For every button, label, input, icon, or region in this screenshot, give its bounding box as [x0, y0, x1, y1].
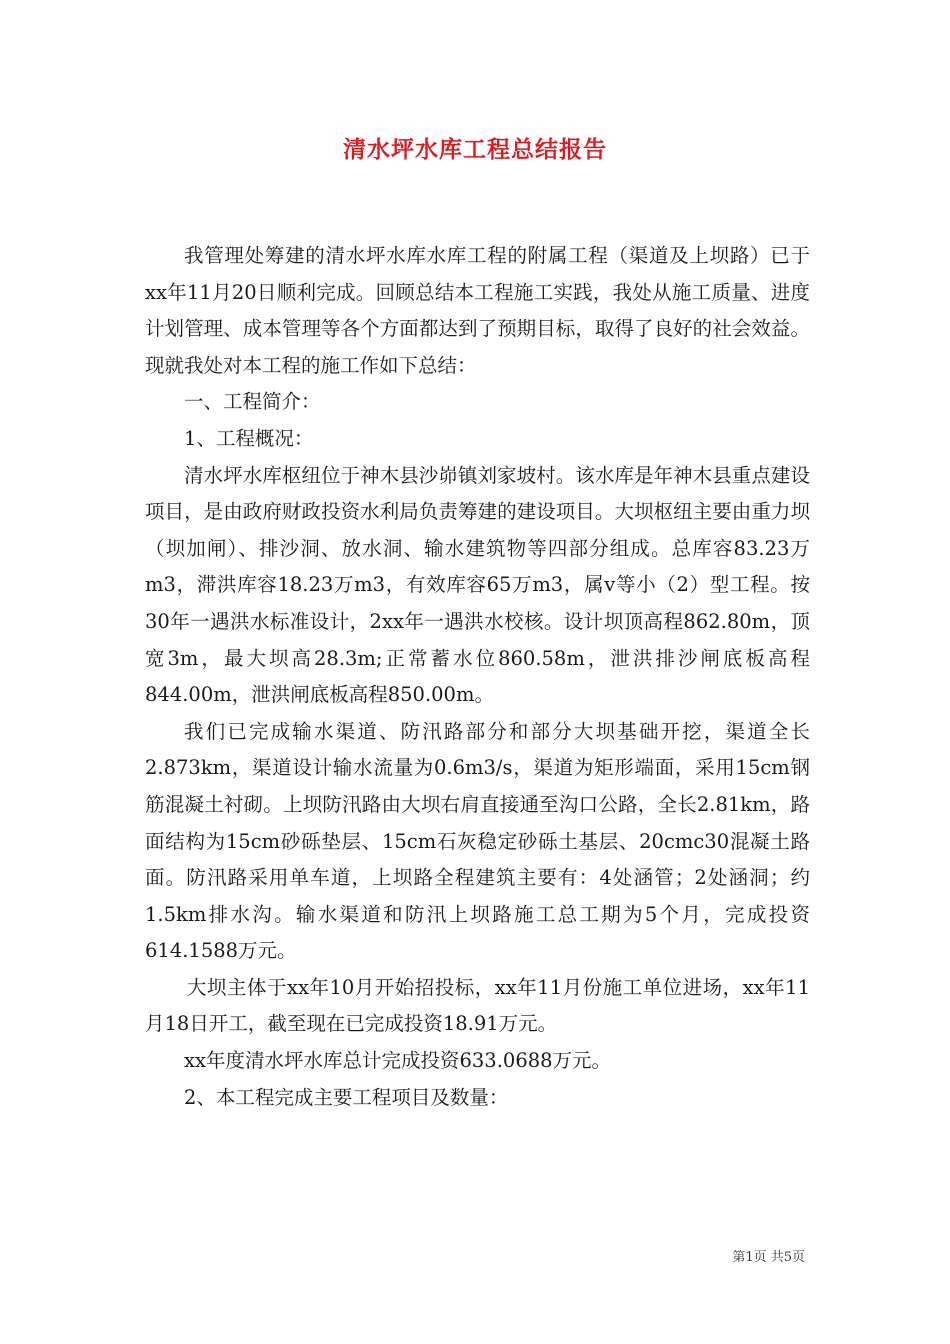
paragraph-intro: 我管理处筹建的清水坪水库水库工程的附属工程（渠道及上坝路）已于xx年11月20日顺利完成。回顾总结本工程施工实践，我处从施工质量、进度计划管理、成本管理等各个方面都达到了预期目标，取得了良好的社会效益。现就我处对本工程的施工作如下总结：	[145, 244, 810, 377]
paragraph-dam-progress: 大坝主体于xx年10月开始招投标，xx年11月份施工单位进场，xx年11月18日开工，截至现在已完成投资18.91万元。	[145, 975, 810, 1036]
paragraph-project-description: 清水坪水库枢纽位于神木县沙峁镇刘家坡村。该水库是年神木县重点建设项目，是由政府财政投资水利局负责筹建的建设项目。大坝枢纽主要由重力坝（坝加闸）、排沙洞、放水洞、输水建筑物等四部分组成。总库容83.23万m3，滞洪库容18.23万m3，有效库容65万m3，属v等小（2）型工程。按30年一遇洪水标准设计，2xx年一遇洪水校核。设计坝顶高程862.80m，顶宽3m，最大坝高28.3m;正常蓄水位860.58m，泄洪排沙闸底板高程844.00m，泄洪闸底板高程850.00m。	[145, 463, 810, 707]
page-number-footer: 第1页 共5页	[732, 1250, 805, 1265]
subsection-heading-general: 1、工程概况：	[184, 426, 314, 450]
document-title: 清水坪水库工程总结报告	[343, 136, 607, 163]
paragraph-annual-investment: xx年度清水坪水库总计完成投资633.0688万元。	[184, 1049, 612, 1073]
document-body	[145, 238, 810, 1116]
section-heading-overview: 一、工程简介：	[184, 390, 321, 414]
subsection-heading-main-items: 2、本工程完成主要工程项目及数量：	[184, 1085, 509, 1109]
paragraph-completed-works: 我们已完成输水渠道、防汛路部分和部分大坝基础开挖，渠道全长2.873km，渠道设计输水流量为0.6m3/s，渠道为矩形端面，采用15cm钢筋混凝土衬砌。上坝防汛路由大坝右肩直接通至沟口公路，全长2.81km，路面结构为15cm砂砾垫层、15cm石灰稳定砂砾土基层、20cmc30混凝土路面。防汛路采用单车道，上坝路全程建筑主要有：4处涵管；2处涵洞；约1.5km排水沟。输水渠道和防汛上坝路施工总工期为5个月，完成投资614.1588万元。	[145, 719, 810, 963]
